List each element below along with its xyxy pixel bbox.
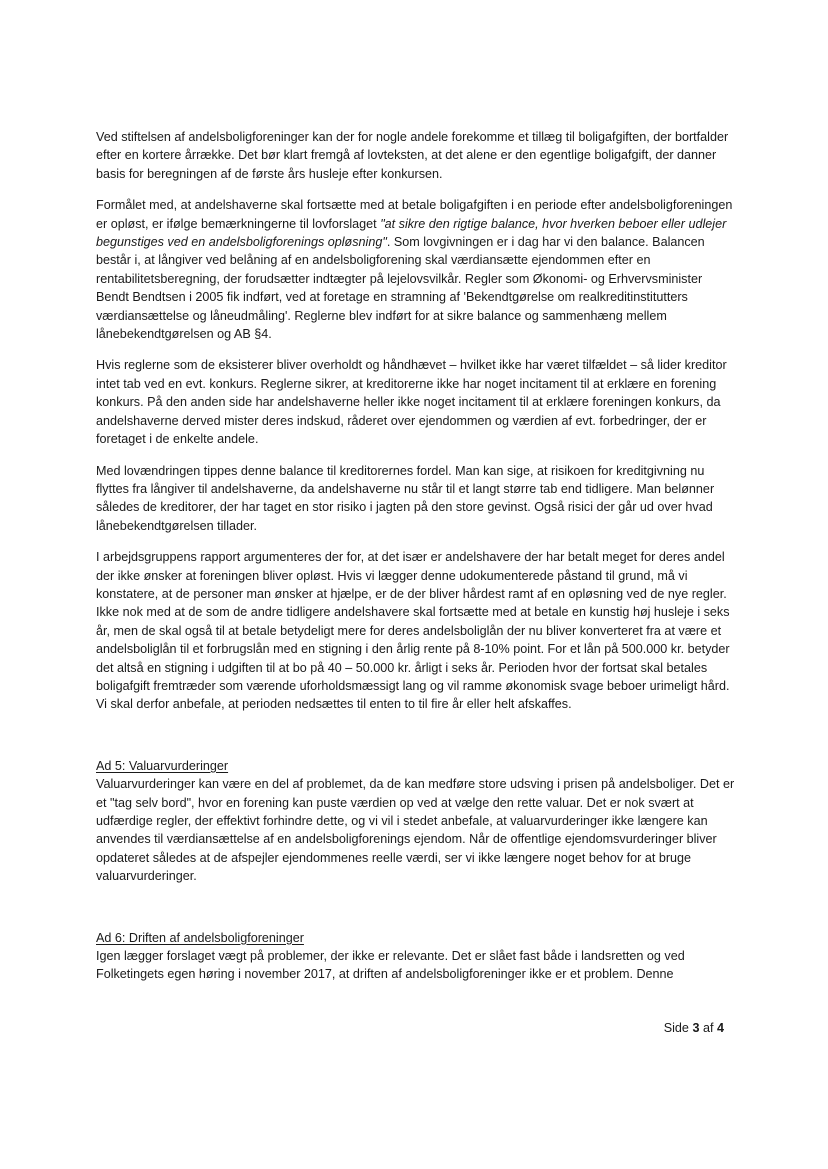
paragraph-boligafgift-tillaeg: Ved stiftelsen af andelsboligforeninger kan der for nogle andele forekomme et tillæg til boligafgiften, der bortfalder efter en kortere årrække. Det bør klart fremgå af lovteksten, at det alene er den egentlige boligafgift, der danner basis for beregningen af de første års husleje efter konkursen.: [96, 130, 729, 181]
paragraph-regler-overholdt: Hvis reglerne som de eksisterer bliver overholdt og håndhævet – hvilket ikke har været tilfældet – så lider kreditor intet tab ved en evt. konkurs. Reglerne sikrer, at kreditorerne ikke har noget incitament til at erklære en forening konkurs. På den anden side har andelshaverne heller ikke noget incitament til at erklære foreningen konkurs, da andelshaverne derved mister deres indskud, råderet over ejendommen og værdien af evt. forbedringer, der er foretaget i de enkelte andele.: [96, 358, 727, 447]
section-heading-valuarvurderinger: Ad 5: Valuarvurderinger: [96, 758, 229, 773]
paragraph-valuarvurderinger: Valuarvurderinger kan være en del af problemet, da de kan medføre store udsving i prisen på andelsboliger. Det er et "tag selv bord", hvor en forening kan puste værdien op ved at vælge den rette valuar. Det er nok svært at udfærdige regler, der effektivt forhindre dette, og vi vil i stedet anbefale, at valuarvurderinger ikke længere kan anvendes til værdiansættelse af en andelsboligforenings ejendom. Når de offentlige ejendomsvurderinger bliver opdateret således at de afspejler ejendommenes reelle værdi, ser vi ikke længere noget behov for at bruge valuarvurderinger.: [96, 777, 735, 884]
paragraph-formaal-quote: "at sikre den rigtige balance, hvor hverken beboer eller udlejer begunstiges ved en andelsboligforenings opløsning": [96, 216, 727, 250]
page-number-current: 3: [692, 1021, 700, 1035]
document-body: [96, 128, 736, 997]
section-heading-driften: Ad 6: Driften af andelsboligforeninger: [96, 930, 304, 945]
page-number-prefix: Side: [663, 1021, 693, 1035]
section-spacer: [96, 727, 736, 757]
paragraph-formaal: [96, 196, 736, 343]
page-number: [664, 1020, 724, 1036]
paragraph-driften: Igen lægger forslaget vægt på problemer, der ikke er relevante. Det er slået fast både i landsretten og ved Folketingets egen høring i november 2017, at driften af andelsboligforeninger ikke er et problem. Denne: [96, 949, 685, 982]
paragraph-formaal-intro: Formålet med, at andelshaverne skal fortsætte med at betale boligafgiften i en periode efter andelsboligforeningen er opløst, er ifølge bemærkningerne til lovforslaget: [96, 198, 733, 231]
page-number-middle: af: [699, 1021, 717, 1035]
section-spacer: [96, 899, 736, 929]
paragraph-lovaendring: Med lovændringen tippes denne balance til kreditorernes fordel. Man kan sige, at risikoen for kreditgivning nu flyttes fra långiver til andelshaverne, da andelshaverne nu står til et langt større tab end tidligere. Man belønner således de kreditorer, der har taget en stor risiko i jagten på den store gevinst. Også risici der går ud over hvad lånebekendtgørelsen tillader.: [96, 463, 715, 533]
paragraph-arbejdsgruppe: I arbejdsgruppens rapport argumenteres der for, at det især er andelshavere der har betalt meget for deres andel der ikke ønsker at foreningen bliver opløst. Hvis vi lægger denne udokumenterede påstand til grund, må vi konstatere, at de personer man ønsker at hjælpe, er de der bliver hårdest ramt af en opløsning ved de nye regler. Ikke nok med at de som de andre tidligere andelshavere skal fortsætte med at betale en kunstig høj husleje i seks år, men de skal også til at betale betydeligt mere for deres andelsboliglån der nu bliver konverteret fra at være et andelsboliglån til et forbrugslån med en stigning i den årlig rente på 8-10% point. For et lån på 500.000 kr. betyder det altså en stigning i udgiften til at bo på 40 – 50.000 kr. årligt i seks år. Perioden hvor der fortsat skal betales boligafgift fremtræder som værende uforholdsmæssigt lang og vil ramme økonomisk svage beboer urimeligt hård. Vi skal derfor anbefale, at perioden nedsættes til enten to til fire år eller helt afskaffes.: [96, 550, 730, 712]
page-number-total: 4: [716, 1021, 724, 1035]
paragraph-formaal-rest: . Som lovgivningen er i dag har vi den balance. Balancen består i, at långiver ved belåning af en andelsboligforening skal værdiansætte ejendommen efter en rentabilitetsberegning, der forudsætter indtægter på lejelovsvilkår. Regler som Økonomi- og Erhvervsminister Bendt Bendtsen i 2005 fik indført, ved at foretage en stramning af 'Bekendtgørelse om realkreditinstitutters værdiansættelse og låneudmåling'. Reglerne blev indført for at sikre balance og sammenhæng mellem lånebekendtgørelsen og AB §4.: [96, 235, 705, 342]
